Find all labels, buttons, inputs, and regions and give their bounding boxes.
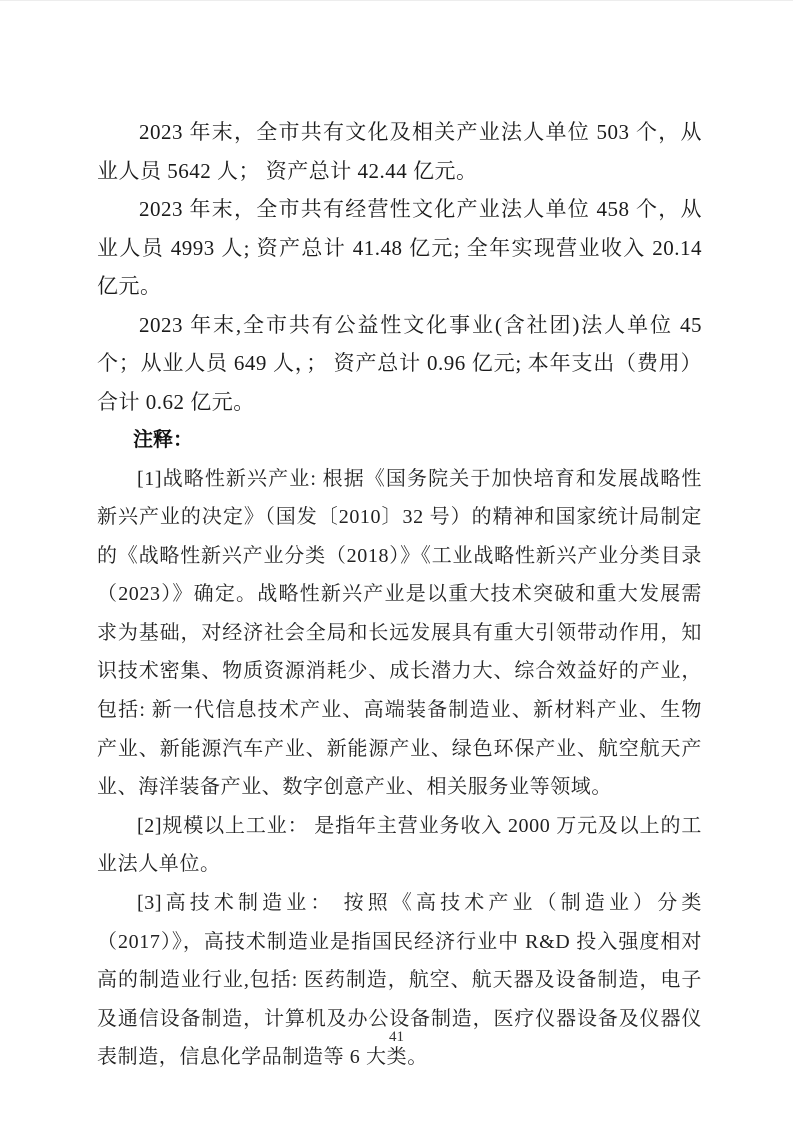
content-area: [97, 113, 702, 1077]
stat-paragraph-commercial-culture: 2023 年末，全市共有经营性文化产业法人单位 458 个，从业人员 4993 人; 资产总计 41.48 亿元; 全年实现营业收入 20.14 亿元。: [97, 197, 702, 298]
note-1-strategic-emerging-industries: [1]战略性新兴产业: 根据《国务院关于加快培育和发展战略性新兴产业的决定》（国发〔2010〕32 号）的精神和国家统计局制定的《战略性新兴产业分类（2018）》《工业战略性新兴产业分类目录（2023）》确定。战略性新兴产业是以重大技术突破和重大发展需求为基础，对经济社会全局和长远发展具有重大引领带动作用，知识技术密集、物质资源消耗少、成长潜力大、综合效益好的产业，包括: 新一代信息技术产业、高端装备制造业、新材料产业、生物产业、新能源汽车产业、新能源产业、绿色环保产业、航空航天产业、海洋装备产业、数字创意产业、相关服务业等领域。: [97, 467, 702, 799]
page-number: 41: [389, 1029, 404, 1045]
note-2-above-scale-industry: [2]规模以上工业： 是指年主营业务收入 2000 万元及以上的工业法人单位。: [97, 814, 702, 876]
stat-paragraph-culture-industry: 2023 年末，全市共有文化及相关产业法人单位 503 个，从业人员 5642 人； 资产总计 42.44 亿元。: [97, 120, 702, 183]
notes-heading: 注释：: [133, 429, 193, 451]
stat-paragraph-public-welfare-culture: 2023 年末,全市共有公益性文化事业(含社团)法人单位 45 个；从业人员 649 人，； 资产总计 0.96 亿元; 本年支出（费用）合计 0.62 亿元。: [97, 312, 702, 414]
note-3-high-tech-manufacturing: [3]高技术制造业： 按照《高技术产业（制造业）分类（2017）》，高技术制造业是指国民经济行业中 R&D 投入强度相对高的制造业行业,包括: 医药制造，航空、航天器及设备制造，电子及通信设备制造，计算机及办公设备制造，医疗仪器设备及仪器仪表制造，信息化学品制造等 6 大类。: [97, 892, 702, 1069]
